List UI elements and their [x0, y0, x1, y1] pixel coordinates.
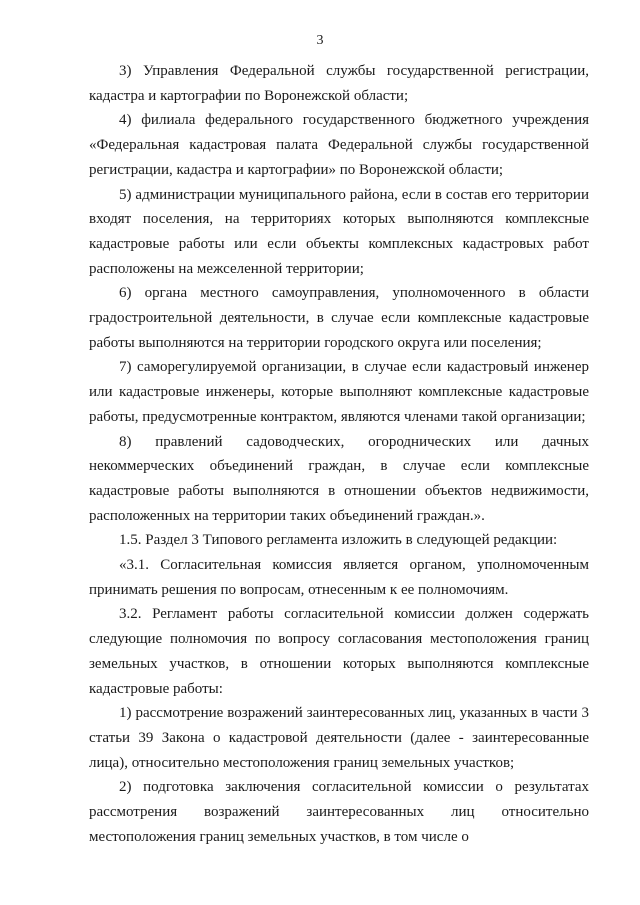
paragraph-powers-item-1: 1) рассмотрение возражений заинтересованных лиц, указанных в части 3 статьи 39 Закона о кадастровой деятельности (далее - заинтересованные лица), относительно местоположения границ земельных участков; [89, 705, 589, 771]
paragraph-item-8: 8) правлений садоводческих, огороднических или дачных некоммерческих объединений граждан, в случае если комплексные кадастровые работы выполняются в отношении объектов недвижимости, расположенных на территории таких объединений граждан.». [89, 433, 589, 524]
paragraph-section-3-1: «3.1. Согласительная комиссия является органом, уполномоченным принимать решения по вопросам, отнесенным к ее полномочиям. [89, 557, 589, 598]
page-number: 3 [316, 33, 324, 48]
paragraph-powers-item-2: 2) подготовка заключения согласительной комиссии о результатах рассмотрения возражений заинтересованных лиц относительно местоположения границ земельных участков, в том числе о [89, 779, 589, 845]
paragraph-item-5: 5) администрации муниципального района, если в состав его территории входят поселения, на территориях которых выполняются комплексные кадастровые работы или если объекты комплексных кадастровых работ расположены на межселенной территории; [89, 186, 589, 277]
paragraph-item-7: 7) саморегулируемой организации, в случае если кадастровый инженер или кадастровые инженеры, которые выполняют комплексные кадастровые работы, предусмотренные контрактом, являются членами такой организации; [89, 359, 589, 425]
paragraph-item-3: 3) Управления Федеральной службы государственной регистрации, кадастра и картографии по Воронежской области; [89, 63, 589, 104]
document-body [89, 59, 589, 850]
paragraph-section-1-5: 1.5. Раздел 3 Типового регламента изложить в следующей редакции: [119, 532, 558, 549]
paragraph-item-4: 4) филиала федерального государственного бюджетного учреждения «Федеральная кадастровая палата Федеральной службы государственной регистрации, кадастра и картографии» по Воронежской области; [89, 112, 589, 178]
paragraph-section-3-2: 3.2. Регламент работы согласительной комиссии должен содержать следующие полномочия по вопросу согласования местоположения границ земельных участков, в отношении которых выполняются комплексные кадастровые работы: [89, 606, 589, 697]
paragraph-item-6: 6) органа местного самоуправления, уполномоченного в области градостроительной деятельности, в случае если комплексные кадастровые работы выполняются на территории городского округа или поселения; [89, 285, 589, 351]
